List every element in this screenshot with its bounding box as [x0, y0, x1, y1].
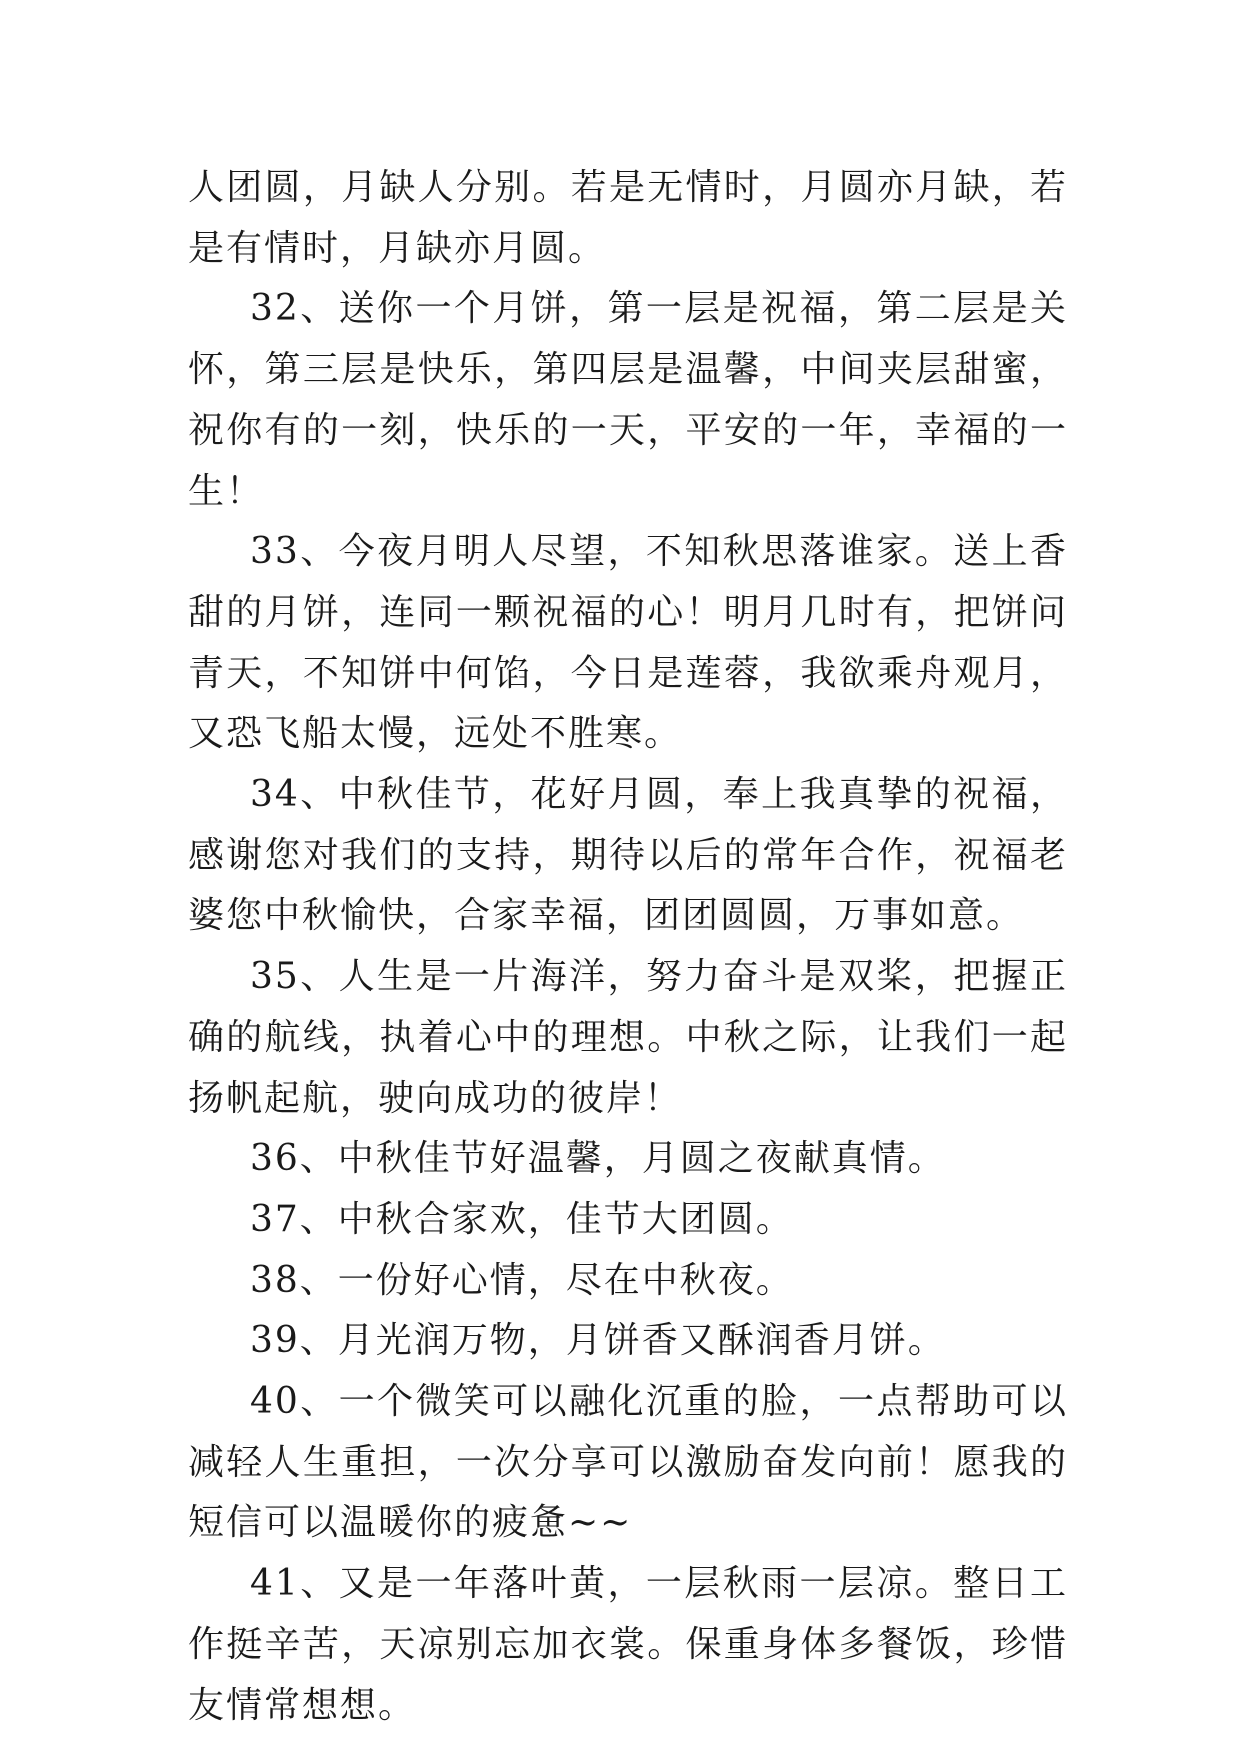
paragraph-41: 41、又是一年落叶黄，一层秋雨一层凉。整日工作挺辛苦，天凉别忘加衣裳。保重身体多餐饭，珍惜友情常想想。	[188, 1563, 1068, 1726]
paragraph-32: 32、送你一个月饼，第一层是祝福，第二层是关怀，第三层是快乐，第四层是温馨，中间夹层甜蜜，祝你有的一刻，快乐的一天，平安的一年，幸福的一生！	[188, 288, 1068, 512]
paragraph-38: 38、一份好心情，尽在中秋夜。	[250, 1259, 794, 1301]
paragraph-intro-continuation: 人团圆，月缺人分别。若是无情时，月圆亦月缺，若是有情时，月缺亦月圆。	[188, 167, 1068, 269]
document-body	[188, 158, 1068, 1736]
paragraph-40: 40、一个微笑可以融化沉重的脸，一点帮助可以减轻人生重担，一次分享可以激励奋发向前！愿我的短信可以温暖你的疲惫~~	[188, 1381, 1068, 1544]
paragraph-37: 37、中秋合家欢，佳节大团圆。	[250, 1198, 794, 1240]
paragraph-39: 39、月光润万物，月饼香又酥润香月饼。	[250, 1320, 946, 1362]
paragraph-34: 34、中秋佳节，花好月圆，奉上我真挚的祝福，感谢您对我们的支持，期待以后的常年合作，祝福老婆您中秋愉快，合家幸福，团团圆圆，万事如意。	[188, 774, 1068, 937]
paragraph-33: 33、今夜月明人尽望，不知秋思落谁家。送上香甜的月饼，连同一颗祝福的心！明月几时有，把饼问青天，不知饼中何馅，今日是莲蓉，我欲乘舟观月，又恐飞船太慢，远处不胜寒。	[188, 531, 1068, 755]
paragraph-36: 36、中秋佳节好温馨，月圆之夜献真情。	[250, 1138, 946, 1180]
paragraph-35: 35、人生是一片海洋，努力奋斗是双桨，把握正确的航线，执着心中的理想。中秋之际，让我们一起扬帆起航，驶向成功的彼岸！	[188, 956, 1068, 1119]
